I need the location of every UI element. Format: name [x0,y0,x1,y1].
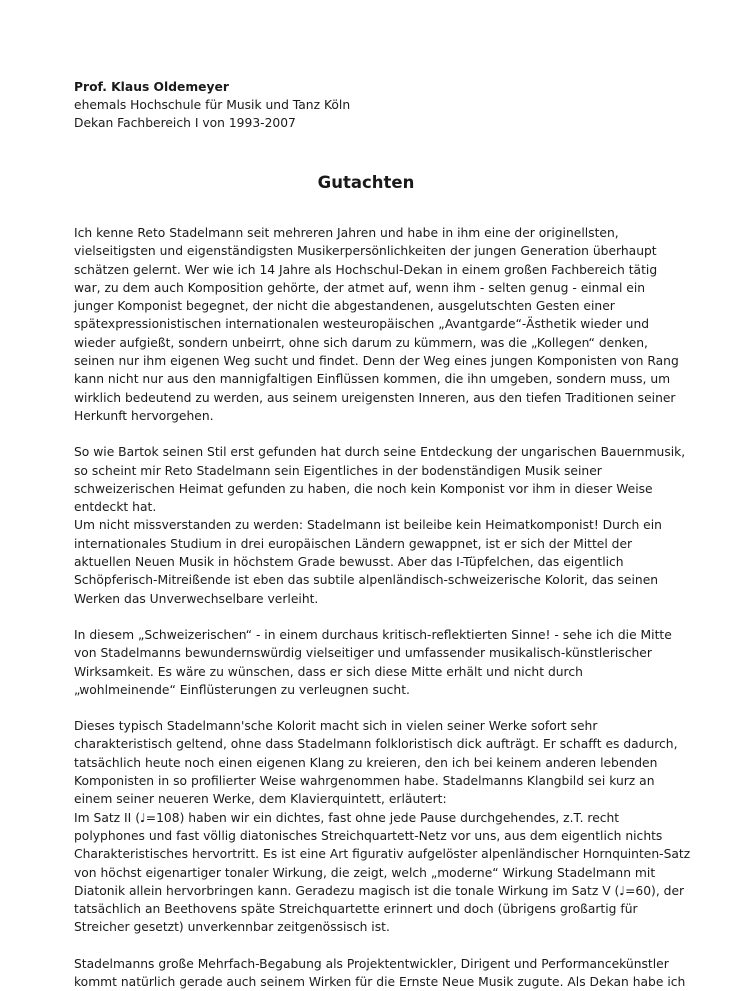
text-line: von Stadelmanns bewundernswürdig vielseitiger und umfassender musikalisch-künstlerischer [74,646,652,661]
paragraph [74,224,684,425]
letter-header [74,78,350,132]
text-line: junger Komponist begegnet, der nicht die abgestandenen, ausgelutschten Gesten einer [74,299,615,314]
document-title: Gutachten [317,173,415,192]
paragraph-gap [74,608,684,626]
paragraph-gap [74,425,684,443]
text-line: Wirksamkeit. Es wäre zu wünschen, dass er sich diese Mitte erhält und nicht durch [74,664,583,679]
text-line: In diesem „Schweizerischen“ - in einem durchaus kritisch-reflektierten Sinne! - sehe ich die Mitte [74,627,672,642]
text-line: Stadelmanns große Mehrfach-Begabung als Projektentwickler, Dirigent und Performancekünstler [74,956,669,971]
text-line: Werken das Unverwechselbare verleiht. [74,591,319,606]
author-position: Dekan Fachbereich I von 1993-2007 [74,116,296,130]
text-line: Komponisten in so profilierter Weise wahrgenommen habe. Stadelmanns Klangbild sei kurz an [74,774,655,789]
text-line: Charakteristisches hervortritt. Es ist eine Art figurativ aufgelöster alpenländischer Hornquinten-Satz [74,847,691,862]
text-line: kann nicht nur aus den mannigfaltigen Einflüssen kommen, die ihn umgeben, sondern muss, um [74,372,671,387]
text-line: so scheint mir Reto Stadelmann sein Eigentliches in der bodenständigen Musik seiner [74,463,602,478]
paragraph-gap [74,699,684,717]
text-line: seinen nur ihm eigenen Weg sucht und findet. Denn der Weg eines jungen Komponisten von Rang [74,354,679,369]
author-name: Prof. Klaus Oldemeyer [74,80,229,94]
text-line: Diatonik allein hervorbringen kann. Geradezu magisch ist die tonale Wirkung im Satz V (♩=60), der [74,883,685,898]
text-line: vielseitigsten und eigenständigsten Musikerpersönlichkeiten der jungen Generation überhaupt [74,244,657,259]
paragraph [74,717,691,937]
paragraph-gap [74,937,684,955]
text-line: wieder aufgießt, sondern unbeirrt, ohne sich darum zu kümmern, was die „Kollegen“ denken, [74,335,648,350]
text-line: polyphones und fast völlig diatonisches Streichquartett-Netz vor uns, aus dem eigentlich nichts [74,828,663,843]
text-line: tatsächlich heute noch einen eigenen Klang zu kreieren, den ich bei keinem anderen lebenden [74,755,658,770]
text-line: Im Satz II (♩=108) haben wir ein dichtes, fast ohne jede Pause durchgehendes, z.T. recht [74,810,620,825]
text-line: internationales Studium in drei europäischen Ländern gewappnet, ist er sich der Mittel der [74,536,633,551]
text-line: aktuellen Neuen Musik in höchstem Grade bewusst. Aber das I-Tüpfelchen, das eigentlich [74,555,624,570]
text-line: Um nicht missverstanden zu werden: Stadelmann ist beileibe kein Heimatkomponist! Durch ein [74,518,662,533]
author-affiliation: ehemals Hochschule für Musik und Tanz Köln [74,98,351,112]
paragraph [74,955,684,991]
text-line: Dieses typisch Stadelmann'sche Kolorit macht sich in vielen seiner Werke sofort sehr [74,719,598,734]
text-line: spätexpressionistischen internationalen westeuropäischen „Avantgarde“-Ästhetik wieder und [74,317,650,332]
letter-body [74,224,691,991]
text-line: entdeckt hat. [74,500,157,515]
text-line: Schöpferisch-Mitreißende ist eben das subtile alpenländisch-schweizerische Kolorit, das seinen [74,573,659,588]
text-line: wirklich bedeutend zu werden, aus seinem ureigensten Inneren, aus den tiefen Traditionen seiner [74,390,676,405]
text-line: war, zu dem auch Komposition gehörte, der atmet auf, wenn ihm - selten genug - einmal ein [74,280,646,295]
text-line: von höchst eigenartiger tonaler Wirkung, die zeigt, welch „moderne“ Wirkung Stadelmann mit [74,865,656,880]
text-line: schätzen gelernt. Wer wie ich 14 Jahre als Hochschul-Dekan in einem großen Fachbereich tätig [74,262,658,277]
text-line: tatsächlich an Beethovens späte Streichquartette erinnert und doch (übrigens großartig für [74,902,638,917]
paragraph [74,626,684,699]
text-line: Streicher gesetzt) unverkennbar zeitgenössisch ist. [74,920,390,935]
text-line: einem seiner neueren Werke, dem Klavierquintett, erläutert: [74,792,447,807]
text-line: „wohlmeinende“ Einflüsterungen zu verleugnen sucht. [74,682,410,697]
paragraph [74,443,684,608]
text-line: schweizerischen Heimat gefunden zu haben, die noch kein Komponist vor ihm in dieser Weise [74,481,653,496]
text-line: kommt natürlich gerade auch seinem Wirken für die Ernste Neue Musik zugute. Als Dekan habe ich [74,974,686,989]
text-line: So wie Bartok seinen Stil erst gefunden hat durch seine Entdeckung der ungarischen Bauernmusik, [74,445,686,460]
text-line: charakteristisch geltend, ohne dass Stadelmann folkloristisch dick aufträgt. Er schafft es dadurch, [74,737,678,752]
text-line: Herkunft hervorgehen. [74,408,214,423]
text-line: Ich kenne Reto Stadelmann seit mehreren Jahren und habe in ihm eine der originellsten, [74,226,619,240]
